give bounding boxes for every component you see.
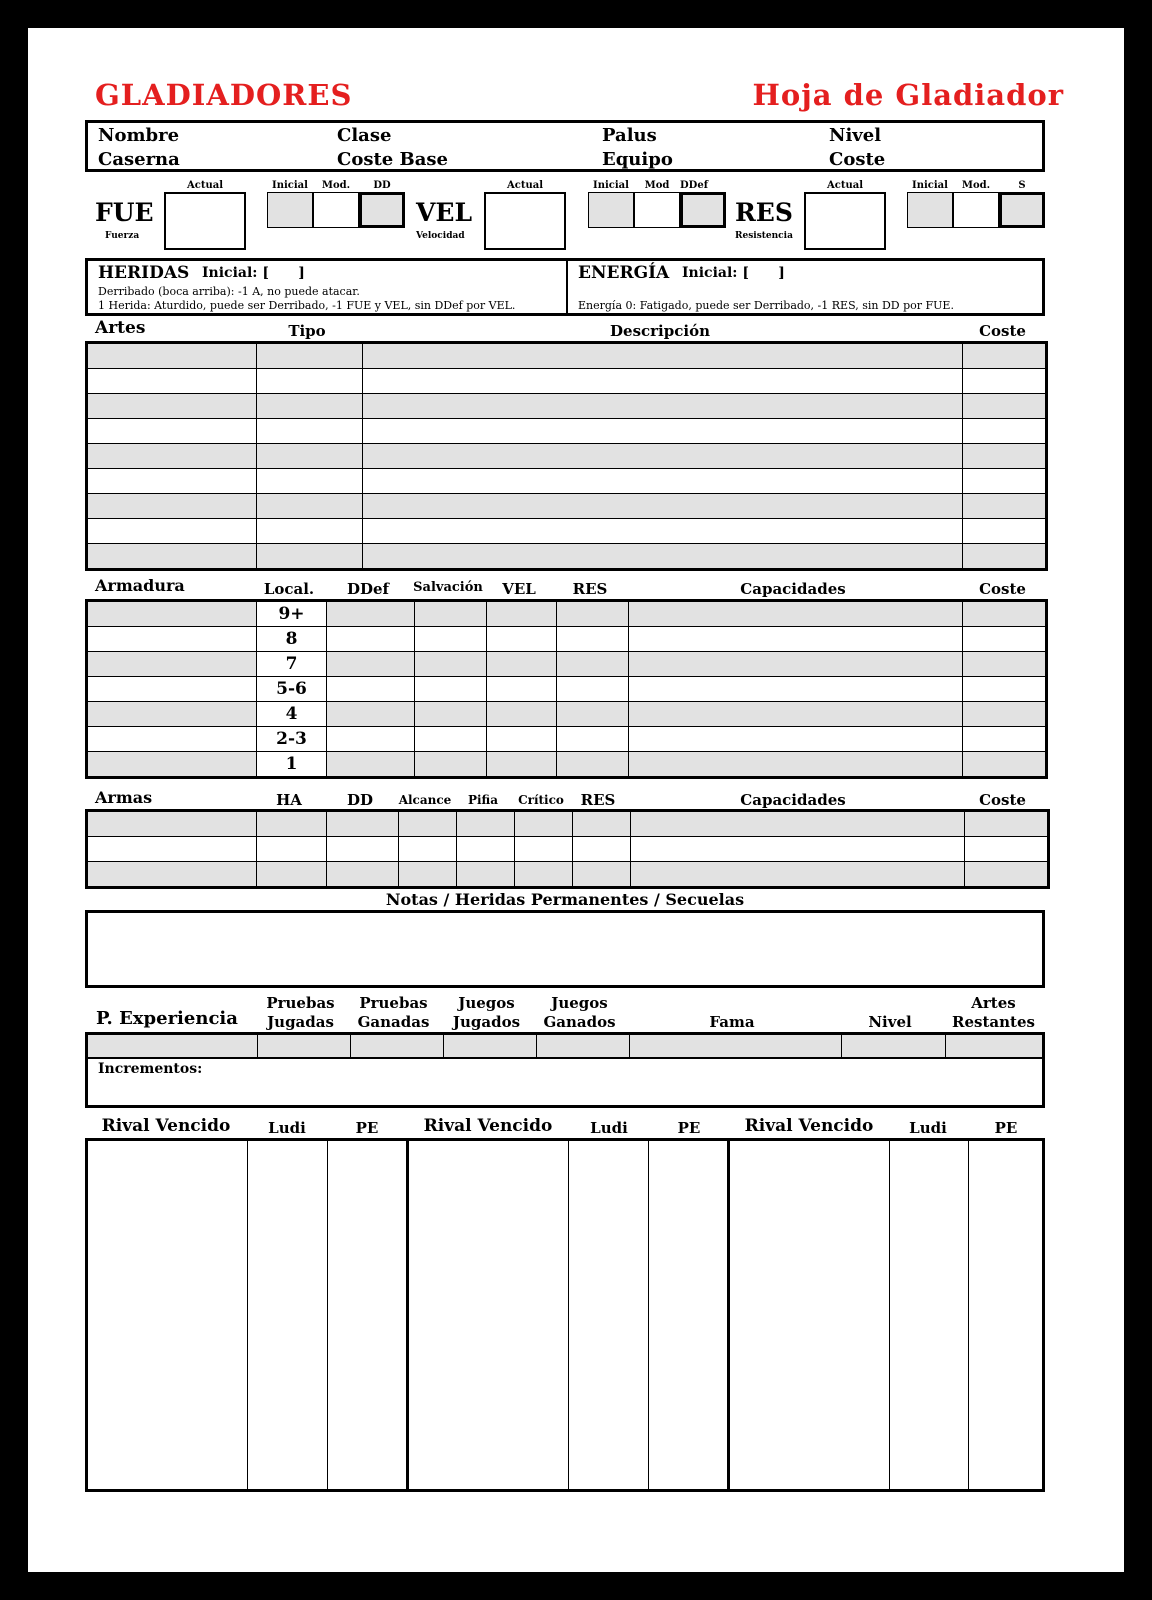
- salvacion-header: Salvación: [413, 580, 483, 595]
- dd-header: DD: [346, 791, 373, 809]
- table-cell[interactable]: [963, 544, 1047, 570]
- table-cell[interactable]: [257, 419, 363, 444]
- table-row: [87, 369, 1047, 394]
- character-sheet: [28, 28, 1124, 1572]
- table-cell[interactable]: [415, 702, 487, 727]
- table-cell[interactable]: [327, 811, 399, 837]
- table-cell[interactable]: [257, 519, 363, 544]
- rivales-box[interactable]: [85, 1138, 1045, 1492]
- artes-title: Artes: [95, 318, 146, 338]
- table-cell[interactable]: [487, 727, 557, 752]
- table-cell[interactable]: [87, 444, 257, 469]
- table-cell[interactable]: [87, 419, 257, 444]
- pruebas-jugadas-line2: Jugadas: [267, 1013, 334, 1031]
- table-cell[interactable]: [363, 394, 963, 419]
- table-cell[interactable]: [415, 752, 487, 778]
- ludi-header-3: Ludi: [909, 1119, 947, 1137]
- stat-abbr: RES: [735, 198, 793, 227]
- col-divider: [629, 1035, 630, 1057]
- mod-label: Mod.: [321, 180, 351, 191]
- table-cell[interactable]: [557, 752, 629, 778]
- capacidades-header: Capacidades: [740, 580, 846, 598]
- table-cell[interactable]: [327, 601, 415, 627]
- coste-label: Coste: [829, 149, 886, 170]
- table-cell[interactable]: [415, 677, 487, 702]
- table-row: [87, 811, 1049, 837]
- table-cell[interactable]: [963, 444, 1047, 469]
- table-cell[interactable]: [399, 837, 457, 862]
- table-cell[interactable]: [327, 677, 415, 702]
- table-cell[interactable]: [631, 862, 965, 888]
- table-cell[interactable]: [487, 601, 557, 627]
- descripcion-header: Descripción: [610, 322, 710, 340]
- table-cell[interactable]: [327, 752, 415, 778]
- table-cell[interactable]: [415, 627, 487, 652]
- col-divider: [327, 1141, 328, 1489]
- heridas-line1: Derribado (boca arriba): -1 A, no puede atacar.: [98, 285, 360, 298]
- heridas-line2: 1 Herida: Aturdido, puede ser Derribado, -1 FUE y VEL, sin DDef por VEL.: [98, 299, 516, 312]
- fue-mod-cell[interactable]: [313, 192, 359, 228]
- table-cell[interactable]: [87, 369, 257, 394]
- table-cell[interactable]: [557, 601, 629, 627]
- location-cell: 1: [257, 752, 327, 778]
- table-cell[interactable]: [87, 652, 257, 677]
- table-cell[interactable]: [257, 394, 363, 419]
- table-cell[interactable]: [87, 702, 257, 727]
- energia-inicial: Inicial: [ ]: [682, 265, 785, 281]
- table-cell[interactable]: [963, 677, 1047, 702]
- rival-header-3: Rival Vencido: [744, 1116, 874, 1136]
- table-cell[interactable]: [963, 727, 1047, 752]
- table-row: [87, 343, 1047, 369]
- table-cell[interactable]: [363, 343, 963, 369]
- table-cell[interactable]: [963, 469, 1047, 494]
- dd-label: DD: [373, 180, 391, 191]
- table-cell[interactable]: [487, 652, 557, 677]
- table-cell[interactable]: [631, 837, 965, 862]
- table-cell[interactable]: [963, 702, 1047, 727]
- table-row: [87, 494, 1047, 519]
- col-divider: [968, 1141, 969, 1489]
- table-cell[interactable]: [257, 369, 363, 394]
- table-cell[interactable]: [965, 862, 1049, 888]
- table-cell[interactable]: [87, 837, 257, 862]
- table-row: [87, 519, 1047, 544]
- table-cell[interactable]: [515, 862, 573, 888]
- table-cell[interactable]: [415, 652, 487, 677]
- pruebas-jugadas-line1: Pruebas: [266, 994, 335, 1012]
- inicial-label: Inicial: [593, 180, 629, 191]
- armas-table: [85, 809, 1050, 889]
- caserna-label: Caserna: [98, 149, 180, 170]
- vel-inicial-cell[interactable]: [588, 192, 634, 228]
- heridas-title: HERIDAS: [98, 263, 190, 283]
- table-cell[interactable]: [963, 343, 1047, 369]
- location-cell: 5-6: [257, 677, 327, 702]
- fue-actual-box[interactable]: [164, 192, 246, 250]
- table-cell[interactable]: [963, 601, 1047, 627]
- local-header: Local.: [263, 580, 315, 598]
- table-cell[interactable]: [557, 652, 629, 677]
- equipo-label: Equipo: [602, 149, 673, 170]
- game-title: GLADIADORES: [95, 78, 353, 112]
- res-inicial-cell[interactable]: [907, 192, 953, 228]
- table-row: [87, 652, 1047, 677]
- clase-label: Clase: [337, 125, 392, 146]
- table-cell[interactable]: [257, 469, 363, 494]
- table-cell[interactable]: [257, 862, 327, 888]
- mod-label: Mod.: [961, 180, 991, 191]
- col-divider: [536, 1035, 537, 1057]
- experiencia-row[interactable]: [88, 1035, 1042, 1059]
- juegos-jugados-line1: Juegos: [458, 994, 515, 1012]
- table-cell[interactable]: [963, 652, 1047, 677]
- table-cell[interactable]: [87, 627, 257, 652]
- table-row: [87, 702, 1047, 727]
- pruebas-ganadas-line2: Ganadas: [357, 1013, 430, 1031]
- pifia-header: Pifia: [467, 793, 499, 807]
- coste-base-label: Coste Base: [337, 149, 448, 170]
- table-row: [87, 544, 1047, 570]
- table-cell[interactable]: [327, 652, 415, 677]
- res-mod-cell[interactable]: [953, 192, 999, 228]
- col-divider: [443, 1035, 444, 1057]
- table-cell[interactable]: [487, 752, 557, 778]
- table-cell[interactable]: [573, 862, 631, 888]
- alcance-header: Alcance: [398, 793, 452, 807]
- stat-name: Velocidad: [416, 231, 465, 241]
- pe-header-1: PE: [355, 1119, 379, 1137]
- col-divider: [406, 1141, 409, 1489]
- juegos-jugados-line2: Jugados: [452, 1013, 521, 1031]
- rival-header-1: Rival Vencido: [101, 1116, 231, 1136]
- table-cell[interactable]: [629, 702, 963, 727]
- table-row: [87, 837, 1049, 862]
- table-cell[interactable]: [87, 752, 257, 778]
- actual-label: Actual: [826, 180, 863, 191]
- location-cell: 9+: [257, 601, 327, 627]
- table-cell[interactable]: [487, 677, 557, 702]
- table-cell[interactable]: [963, 519, 1047, 544]
- table-cell[interactable]: [963, 627, 1047, 652]
- table-cell[interactable]: [457, 837, 515, 862]
- col-divider: [257, 1035, 258, 1057]
- table-cell[interactable]: [631, 811, 965, 837]
- table-cell[interactable]: [963, 369, 1047, 394]
- tipo-header: Tipo: [288, 322, 326, 340]
- res-actual-box[interactable]: [804, 192, 886, 250]
- ddef-header: DDef: [346, 580, 389, 598]
- table-cell[interactable]: [327, 627, 415, 652]
- table-cell[interactable]: [363, 419, 963, 444]
- table-cell[interactable]: [327, 727, 415, 752]
- table-cell[interactable]: [573, 837, 631, 862]
- ddef-label: DDef: [680, 180, 709, 191]
- table-cell[interactable]: [363, 369, 963, 394]
- armadura-title: Armadura: [95, 576, 185, 595]
- table-cell[interactable]: [557, 702, 629, 727]
- energia-line1: Energía 0: Fatigado, puede ser Derribado, -1 RES, sin DD por FUE.: [578, 299, 954, 312]
- vel-header: VEL: [502, 580, 536, 598]
- fue-inicial-cell[interactable]: [267, 192, 313, 228]
- actual-label: Actual: [506, 180, 543, 191]
- table-cell[interactable]: [629, 677, 963, 702]
- inicial-label: Inicial: [272, 180, 308, 191]
- stat-abbr: FUE: [95, 198, 154, 227]
- table-cell[interactable]: [965, 837, 1049, 862]
- ludi-header-1: Ludi: [268, 1119, 306, 1137]
- table-row: [87, 677, 1047, 702]
- col-divider: [350, 1035, 351, 1057]
- table-cell[interactable]: [629, 752, 963, 778]
- heridas-energia-box: [85, 258, 1045, 316]
- table-cell[interactable]: [557, 677, 629, 702]
- col-divider: [727, 1141, 730, 1489]
- table-cell[interactable]: [399, 811, 457, 837]
- table-cell[interactable]: [487, 627, 557, 652]
- table-cell[interactable]: [415, 601, 487, 627]
- fama-header: Fama: [709, 1013, 755, 1031]
- table-cell[interactable]: [257, 811, 327, 837]
- table-cell[interactable]: [87, 544, 257, 570]
- pe-header-2: PE: [677, 1119, 701, 1137]
- col-divider: [648, 1141, 649, 1489]
- actual-label: Actual: [186, 180, 223, 191]
- table-cell[interactable]: [399, 862, 457, 888]
- critico-header: Crítico: [518, 793, 564, 807]
- table-cell[interactable]: [629, 652, 963, 677]
- table-cell[interactable]: [573, 811, 631, 837]
- res-s-cell[interactable]: [999, 192, 1045, 228]
- juegos-ganados-line2: Ganados: [543, 1013, 616, 1031]
- pruebas-ganadas-line1: Pruebas: [359, 994, 428, 1012]
- armas-title: Armas: [95, 788, 153, 807]
- experiencia-box: [85, 1032, 1045, 1108]
- nivel-label: Nivel: [829, 125, 882, 146]
- pe-header-3: PE: [994, 1119, 1018, 1137]
- table-row: [87, 444, 1047, 469]
- juegos-ganados-line1: Juegos: [551, 994, 608, 1012]
- nivel-header: Nivel: [868, 1013, 912, 1031]
- table-cell[interactable]: [557, 627, 629, 652]
- artes-restantes-line1: Artes: [971, 994, 1016, 1012]
- table-cell[interactable]: [363, 494, 963, 519]
- table-row: [87, 394, 1047, 419]
- table-cell[interactable]: [87, 677, 257, 702]
- table-cell[interactable]: [629, 727, 963, 752]
- table-cell[interactable]: [629, 601, 963, 627]
- experiencia-title: P. Experiencia: [96, 1008, 238, 1029]
- vel-actual-box[interactable]: [484, 192, 566, 250]
- res-header: RES: [572, 580, 608, 598]
- stat-name: Resistencia: [735, 231, 793, 241]
- ha-header: HA: [276, 791, 302, 809]
- incrementos-label: Incrementos:: [98, 1061, 203, 1077]
- table-cell[interactable]: [327, 862, 399, 888]
- table-cell[interactable]: [963, 394, 1047, 419]
- col-divider: [568, 1141, 569, 1489]
- col-divider: [889, 1141, 890, 1489]
- table-cell[interactable]: [515, 811, 573, 837]
- table-cell[interactable]: [415, 727, 487, 752]
- capacidades-header: Capacidades: [740, 791, 846, 809]
- table-cell[interactable]: [515, 837, 573, 862]
- table-cell[interactable]: [363, 444, 963, 469]
- table-cell[interactable]: [629, 627, 963, 652]
- artes-table: [85, 341, 1048, 571]
- table-cell[interactable]: [87, 469, 257, 494]
- coste-header: Coste: [979, 580, 1026, 598]
- table-cell[interactable]: [487, 702, 557, 727]
- table-cell[interactable]: [327, 702, 415, 727]
- table-cell[interactable]: [363, 469, 963, 494]
- res-header: RES: [580, 791, 616, 809]
- nombre-label: Nombre: [98, 125, 180, 146]
- table-cell[interactable]: [257, 444, 363, 469]
- notas-box[interactable]: [85, 910, 1045, 988]
- notas-title: Notas / Heridas Permanentes / Secuelas: [385, 890, 745, 909]
- table-cell[interactable]: [963, 419, 1047, 444]
- table-cell[interactable]: [87, 862, 257, 888]
- inicial-label: Inicial: [912, 180, 948, 191]
- palus-label: Palus: [602, 125, 657, 146]
- table-cell[interactable]: [87, 811, 257, 837]
- table-cell[interactable]: [87, 601, 257, 627]
- table-cell[interactable]: [457, 811, 515, 837]
- armadura-table: [85, 599, 1048, 779]
- location-cell: 7: [257, 652, 327, 677]
- table-cell[interactable]: [963, 494, 1047, 519]
- table-row: [87, 419, 1047, 444]
- coste-header: Coste: [979, 322, 1026, 340]
- table-cell[interactable]: [327, 837, 399, 862]
- table-row: [87, 627, 1047, 652]
- mod-label: Mod: [644, 180, 670, 191]
- vel-mod-cell[interactable]: [634, 192, 680, 228]
- s-label: S: [1018, 180, 1026, 191]
- table-cell[interactable]: [87, 343, 257, 369]
- table-row: [87, 727, 1047, 752]
- table-row: [87, 469, 1047, 494]
- table-row: [87, 752, 1047, 778]
- energia-title: ENERGÍA: [578, 263, 670, 283]
- table-cell[interactable]: [257, 343, 363, 369]
- artes-restantes-line2: Restantes: [952, 1013, 1035, 1031]
- stat-name: Fuerza: [105, 231, 140, 241]
- table-cell[interactable]: [87, 727, 257, 752]
- table-cell[interactable]: [363, 519, 963, 544]
- table-cell[interactable]: [257, 544, 363, 570]
- table-cell[interactable]: [363, 544, 963, 570]
- table-cell[interactable]: [87, 519, 257, 544]
- rival-header-2: Rival Vencido: [423, 1116, 553, 1136]
- table-cell[interactable]: [457, 862, 515, 888]
- table-row: [87, 601, 1047, 627]
- location-cell: 2-3: [257, 727, 327, 752]
- fue-dd-cell[interactable]: [359, 192, 405, 228]
- stat-abbr: VEL: [416, 198, 473, 227]
- col-divider: [841, 1035, 842, 1057]
- divider: [566, 261, 568, 313]
- col-divider: [247, 1141, 248, 1489]
- table-cell[interactable]: [87, 494, 257, 519]
- table-cell[interactable]: [87, 394, 257, 419]
- table-cell[interactable]: [965, 811, 1049, 837]
- sheet-title: Hoja de Gladiador: [752, 78, 1064, 112]
- location-cell: 4: [257, 702, 327, 727]
- table-cell[interactable]: [557, 727, 629, 752]
- vel-ddef-cell[interactable]: [680, 192, 726, 228]
- table-cell[interactable]: [257, 494, 363, 519]
- coste-header: Coste: [979, 791, 1026, 809]
- ludi-header-2: Ludi: [590, 1119, 628, 1137]
- location-cell: 8: [257, 627, 327, 652]
- table-row: [87, 862, 1049, 888]
- col-divider: [945, 1035, 946, 1057]
- table-cell[interactable]: [257, 837, 327, 862]
- heridas-inicial: Inicial: [ ]: [202, 265, 305, 281]
- identity-box: [85, 120, 1045, 172]
- table-cell[interactable]: [963, 752, 1047, 778]
